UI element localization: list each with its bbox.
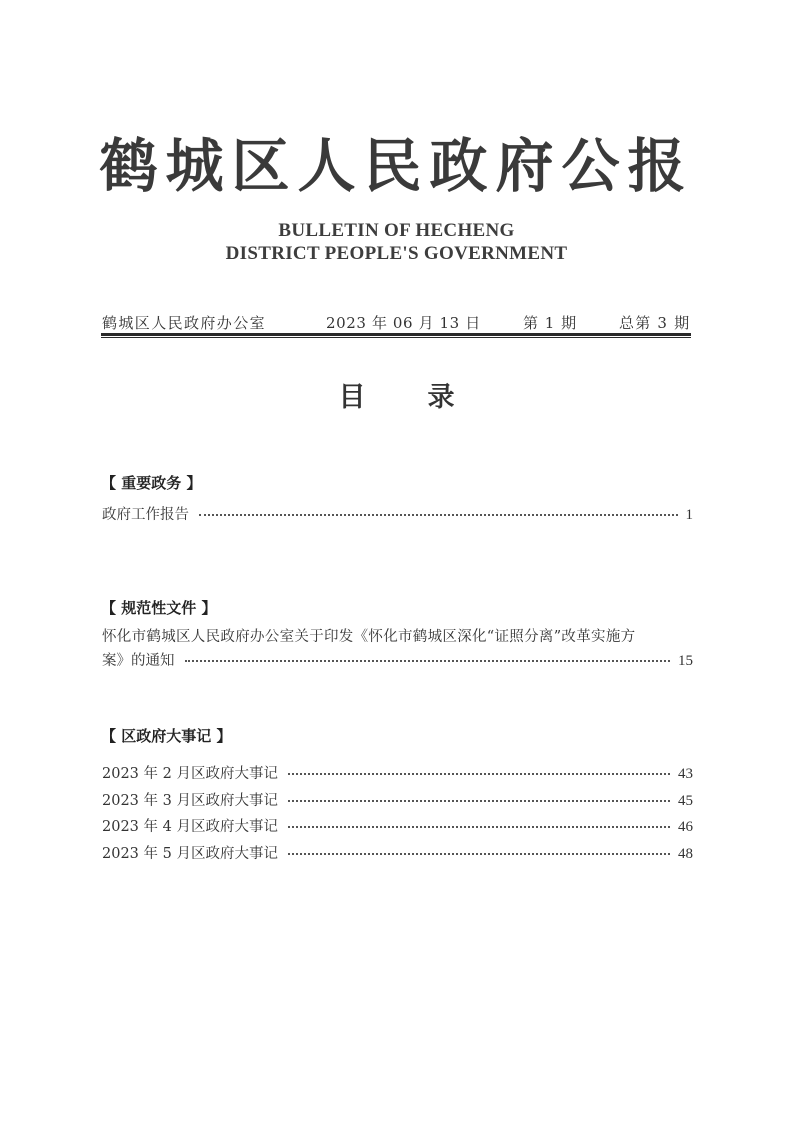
toc-entry-page: 1 [685,507,693,523]
toc-entry[interactable] [102,790,693,812]
issue-date: 2023 年 06 月 13 日 [326,314,481,332]
total-issue-number: 总第 3 期 [619,314,691,332]
toc-entry-title: 2023 年 3 月区政府大事记 [102,793,278,809]
toc-entry[interactable] [102,504,693,526]
section-heading-important-affairs: 【 重要政务 】 [101,474,202,492]
section-heading-normative-documents: 【 规范性文件 】 [101,599,217,617]
toc-entry[interactable] [102,763,693,785]
bulletin-title-chinese: 鹤城区人民政府公报 [99,132,694,200]
leader-dots [288,825,670,828]
toc-entry-page: 46 [678,819,693,835]
toc-entry-page: 45 [678,793,693,809]
issue-number: 第 1 期 [523,314,578,332]
header-divider-thick [101,333,691,336]
toc-entry[interactable] [102,816,693,838]
toc-entry[interactable] [102,843,693,865]
leader-dots [288,799,670,802]
toc-entry-page: 43 [678,766,693,782]
bulletin-title-english-line1: BULLETIN OF HECHENG [278,220,515,241]
toc-entry-title-line2: 案》的通知 [102,653,175,669]
toc-entry-page: 48 [678,846,693,862]
toc-entry-title: 2023 年 5 月区政府大事记 [102,846,278,862]
toc-title: 目录 [338,382,517,413]
toc-entry-title: 2023 年 2 月区政府大事记 [102,766,278,782]
leader-dots [185,659,671,662]
leader-dots [288,772,670,775]
toc-entry-title: 政府工作报告 [102,507,189,523]
header-divider-thin [101,337,691,338]
bulletin-title-english-line2: DISTRICT PEOPLE'S GOVERNMENT [225,243,568,264]
issuing-office: 鹤城区人民政府办公室 [102,314,267,332]
toc-entry-page: 15 [678,653,693,669]
section-heading-major-events: 【 区政府大事记 】 [101,727,232,745]
toc-entry-title-line1[interactable]: 怀化市鹤城区人民政府办公室关于印发《怀化市鹤城区深化“证照分离”改革实施方 [102,629,636,645]
toc-entry[interactable] [102,650,693,672]
toc-entry-title: 2023 年 4 月区政府大事记 [102,819,278,835]
leader-dots [199,513,678,516]
leader-dots [288,852,670,855]
